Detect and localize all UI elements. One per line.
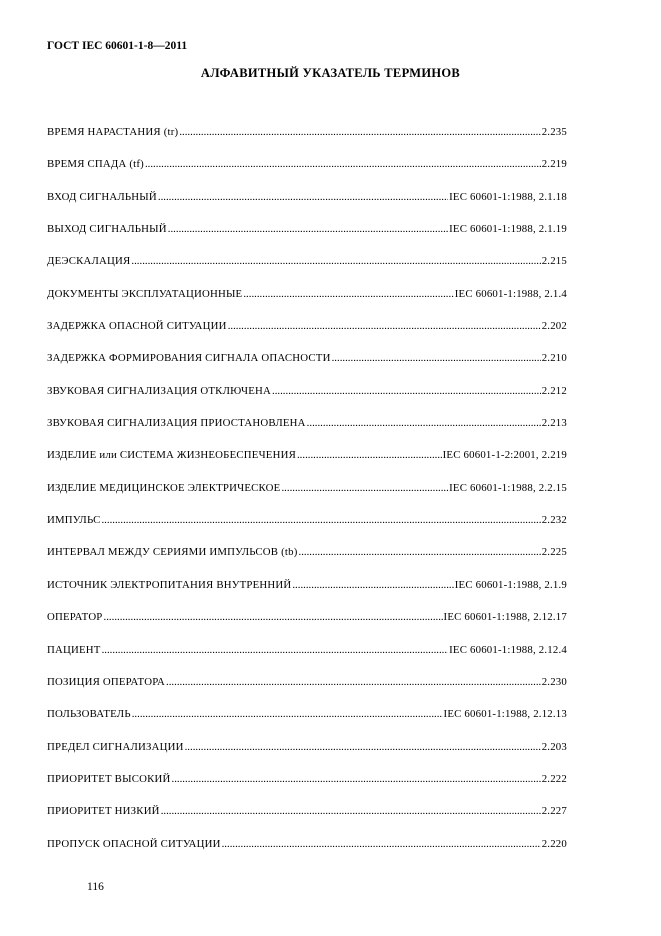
- entry-term: ИСТОЧНИК ЭЛЕКТРОПИТАНИЯ ВНУТРЕННИЙ: [47, 578, 292, 591]
- index-entry: [47, 417, 567, 449]
- entry-reference: 2.213: [541, 417, 567, 430]
- entry-term: ДОКУМЕНТЫ ЭКСПЛУАТАЦИОННЫЕ: [47, 287, 243, 300]
- dot-leader: [161, 805, 541, 817]
- index-entry: [47, 385, 567, 417]
- index-entry: [47, 611, 567, 643]
- entry-term: ЗАДЕРЖКА ФОРМИРОВАНИЯ СИГНАЛА ОПАСНОСТИ: [47, 352, 331, 365]
- entry-term: ЗАДЕРЖКА ОПАСНОЙ СИТУАЦИИ: [47, 320, 227, 333]
- entry-term: ПАЦИЕНТ: [47, 643, 101, 656]
- index-entry: [47, 255, 567, 287]
- entry-term: ИЗДЕЛИЕ МЕДИЦИНСКОЕ ЭЛЕКТРИЧЕСКОЕ: [47, 481, 281, 494]
- entry-reference: 2.202: [541, 320, 567, 333]
- index-entry: [47, 644, 567, 676]
- entry-reference: 2.210: [541, 352, 567, 365]
- dot-leader: [132, 708, 443, 720]
- index-entry: [47, 191, 567, 223]
- dot-leader: [243, 288, 453, 300]
- index-entry: [47, 223, 567, 255]
- index-entry: [47, 546, 567, 578]
- entry-reference: 2.212: [541, 384, 567, 397]
- index-entry: [47, 773, 567, 805]
- entry-term: ВЫХОД СИГНАЛЬНЫЙ: [47, 223, 167, 236]
- entry-reference: 2.235: [541, 126, 567, 138]
- index-entry: [47, 741, 567, 773]
- entry-reference: IEC 60601-1:1988, 2.1.18: [449, 190, 567, 203]
- entry-reference: IEC 60601-1:1988, 2.1.19: [449, 223, 567, 236]
- entry-term: ЗВУКОВАЯ СИГНАЛИЗАЦИЯ ОТКЛЮЧЕНА: [47, 384, 271, 397]
- index-entry: [47, 676, 567, 708]
- index-entry: [47, 288, 567, 320]
- entry-term: ВХОД СИГНАЛЬНЫЙ: [47, 190, 157, 203]
- entry-reference: 2.232: [541, 514, 567, 527]
- index-entry: [47, 482, 567, 514]
- entry-term: ПОЛЬЗОВАТЕЛЬ: [47, 708, 131, 721]
- entry-reference: 2.230: [541, 675, 567, 688]
- dot-leader: [145, 158, 541, 170]
- index-entry: [47, 838, 567, 870]
- dot-leader: [172, 773, 541, 785]
- entry-term: ПРОПУСК ОПАСНОЙ СИТУАЦИИ: [47, 837, 221, 850]
- entry-reference: IEC 60601-1:1988, 2.12.13: [443, 708, 567, 721]
- entry-reference: 2.222: [541, 772, 567, 785]
- entry-reference: IEC 60601-1:1988, 2.2.15: [449, 481, 567, 494]
- index-entry: [47, 579, 567, 611]
- entry-reference: 2.215: [541, 255, 567, 268]
- index-entry: [47, 708, 567, 740]
- dot-leader: [222, 838, 541, 850]
- entry-reference: IEC 60601-1:1988, 2.1.4: [454, 287, 567, 300]
- dot-leader: [297, 449, 442, 461]
- dot-leader: [104, 611, 443, 623]
- dot-leader: [292, 579, 453, 591]
- entry-term: ЗВУКОВАЯ СИГНАЛИЗАЦИЯ ПРИОСТАНОВЛЕНА: [47, 417, 306, 430]
- entry-reference: IEC 60601-1:1988, 2.12.4: [449, 643, 567, 656]
- entry-term: ИНТЕРВАЛ МЕЖДУ СЕРИЯМИ ИМПУЛЬСОВ (tb): [47, 546, 298, 559]
- entry-term: ДЕЭСКАЛАЦИЯ: [47, 255, 131, 268]
- index-title: АЛФАВИТНЫЙ УКАЗАТЕЛЬ ТЕРМИНОВ: [200, 66, 461, 80]
- term-index-list: [47, 126, 567, 870]
- dot-leader: [307, 417, 541, 429]
- entry-term: ИМПУЛЬС: [47, 514, 101, 527]
- entry-reference: 2.203: [541, 740, 567, 753]
- entry-reference: 2.220: [541, 837, 567, 850]
- entry-reference: 2.225: [541, 546, 567, 559]
- dot-leader: [102, 644, 449, 656]
- index-entry: [47, 449, 567, 481]
- dot-leader: [332, 352, 541, 364]
- standard-designation: ГОСТ IEC 60601-1-8—2011: [47, 40, 188, 52]
- dot-leader: [166, 676, 541, 688]
- entry-term: ВРЕМЯ НАРАСТАНИЯ (tr): [47, 126, 179, 138]
- dot-leader: [158, 191, 448, 203]
- entry-term: ОПЕРАТОР: [47, 611, 103, 624]
- entry-term: ПРЕДЕЛ СИГНАЛИЗАЦИИ: [47, 740, 184, 753]
- entry-term: ПРИОРИТЕТ НИЗКИЙ: [47, 805, 160, 818]
- page-number: 116: [87, 881, 104, 893]
- index-entry: [47, 126, 567, 158]
- entry-reference: 2.227: [541, 805, 567, 818]
- dot-leader: [168, 223, 448, 235]
- index-entry: [47, 320, 567, 352]
- index-entry: [47, 514, 567, 546]
- dot-leader: [101, 514, 540, 526]
- dot-leader: [179, 126, 540, 138]
- index-entry: [47, 805, 567, 837]
- entry-reference: IEC 60601-1-2:2001, 2.219: [442, 449, 567, 462]
- entry-reference: 2.219: [541, 158, 567, 171]
- entry-term: ИЗДЕЛИЕ или СИСТЕМА ЖИЗНЕОБЕСПЕЧЕНИЯ: [47, 449, 296, 462]
- dot-leader: [185, 741, 541, 753]
- index-entry: [47, 352, 567, 384]
- dot-leader: [228, 320, 541, 332]
- entry-term: ПОЗИЦИЯ ОПЕРАТОРА: [47, 675, 166, 688]
- entry-reference: IEC 60601-1:1988, 2.1.9: [454, 578, 567, 591]
- dot-leader: [131, 255, 540, 267]
- entry-term: ПРИОРИТЕТ ВЫСОКИЙ: [47, 772, 171, 785]
- entry-term: ВРЕМЯ СПАДА (tf): [47, 158, 144, 171]
- index-entry: [47, 158, 567, 190]
- dot-leader: [272, 385, 541, 397]
- dot-leader: [281, 482, 448, 494]
- entry-reference: IEC 60601-1:1988, 2.12.17: [443, 611, 567, 624]
- dot-leader: [299, 546, 541, 558]
